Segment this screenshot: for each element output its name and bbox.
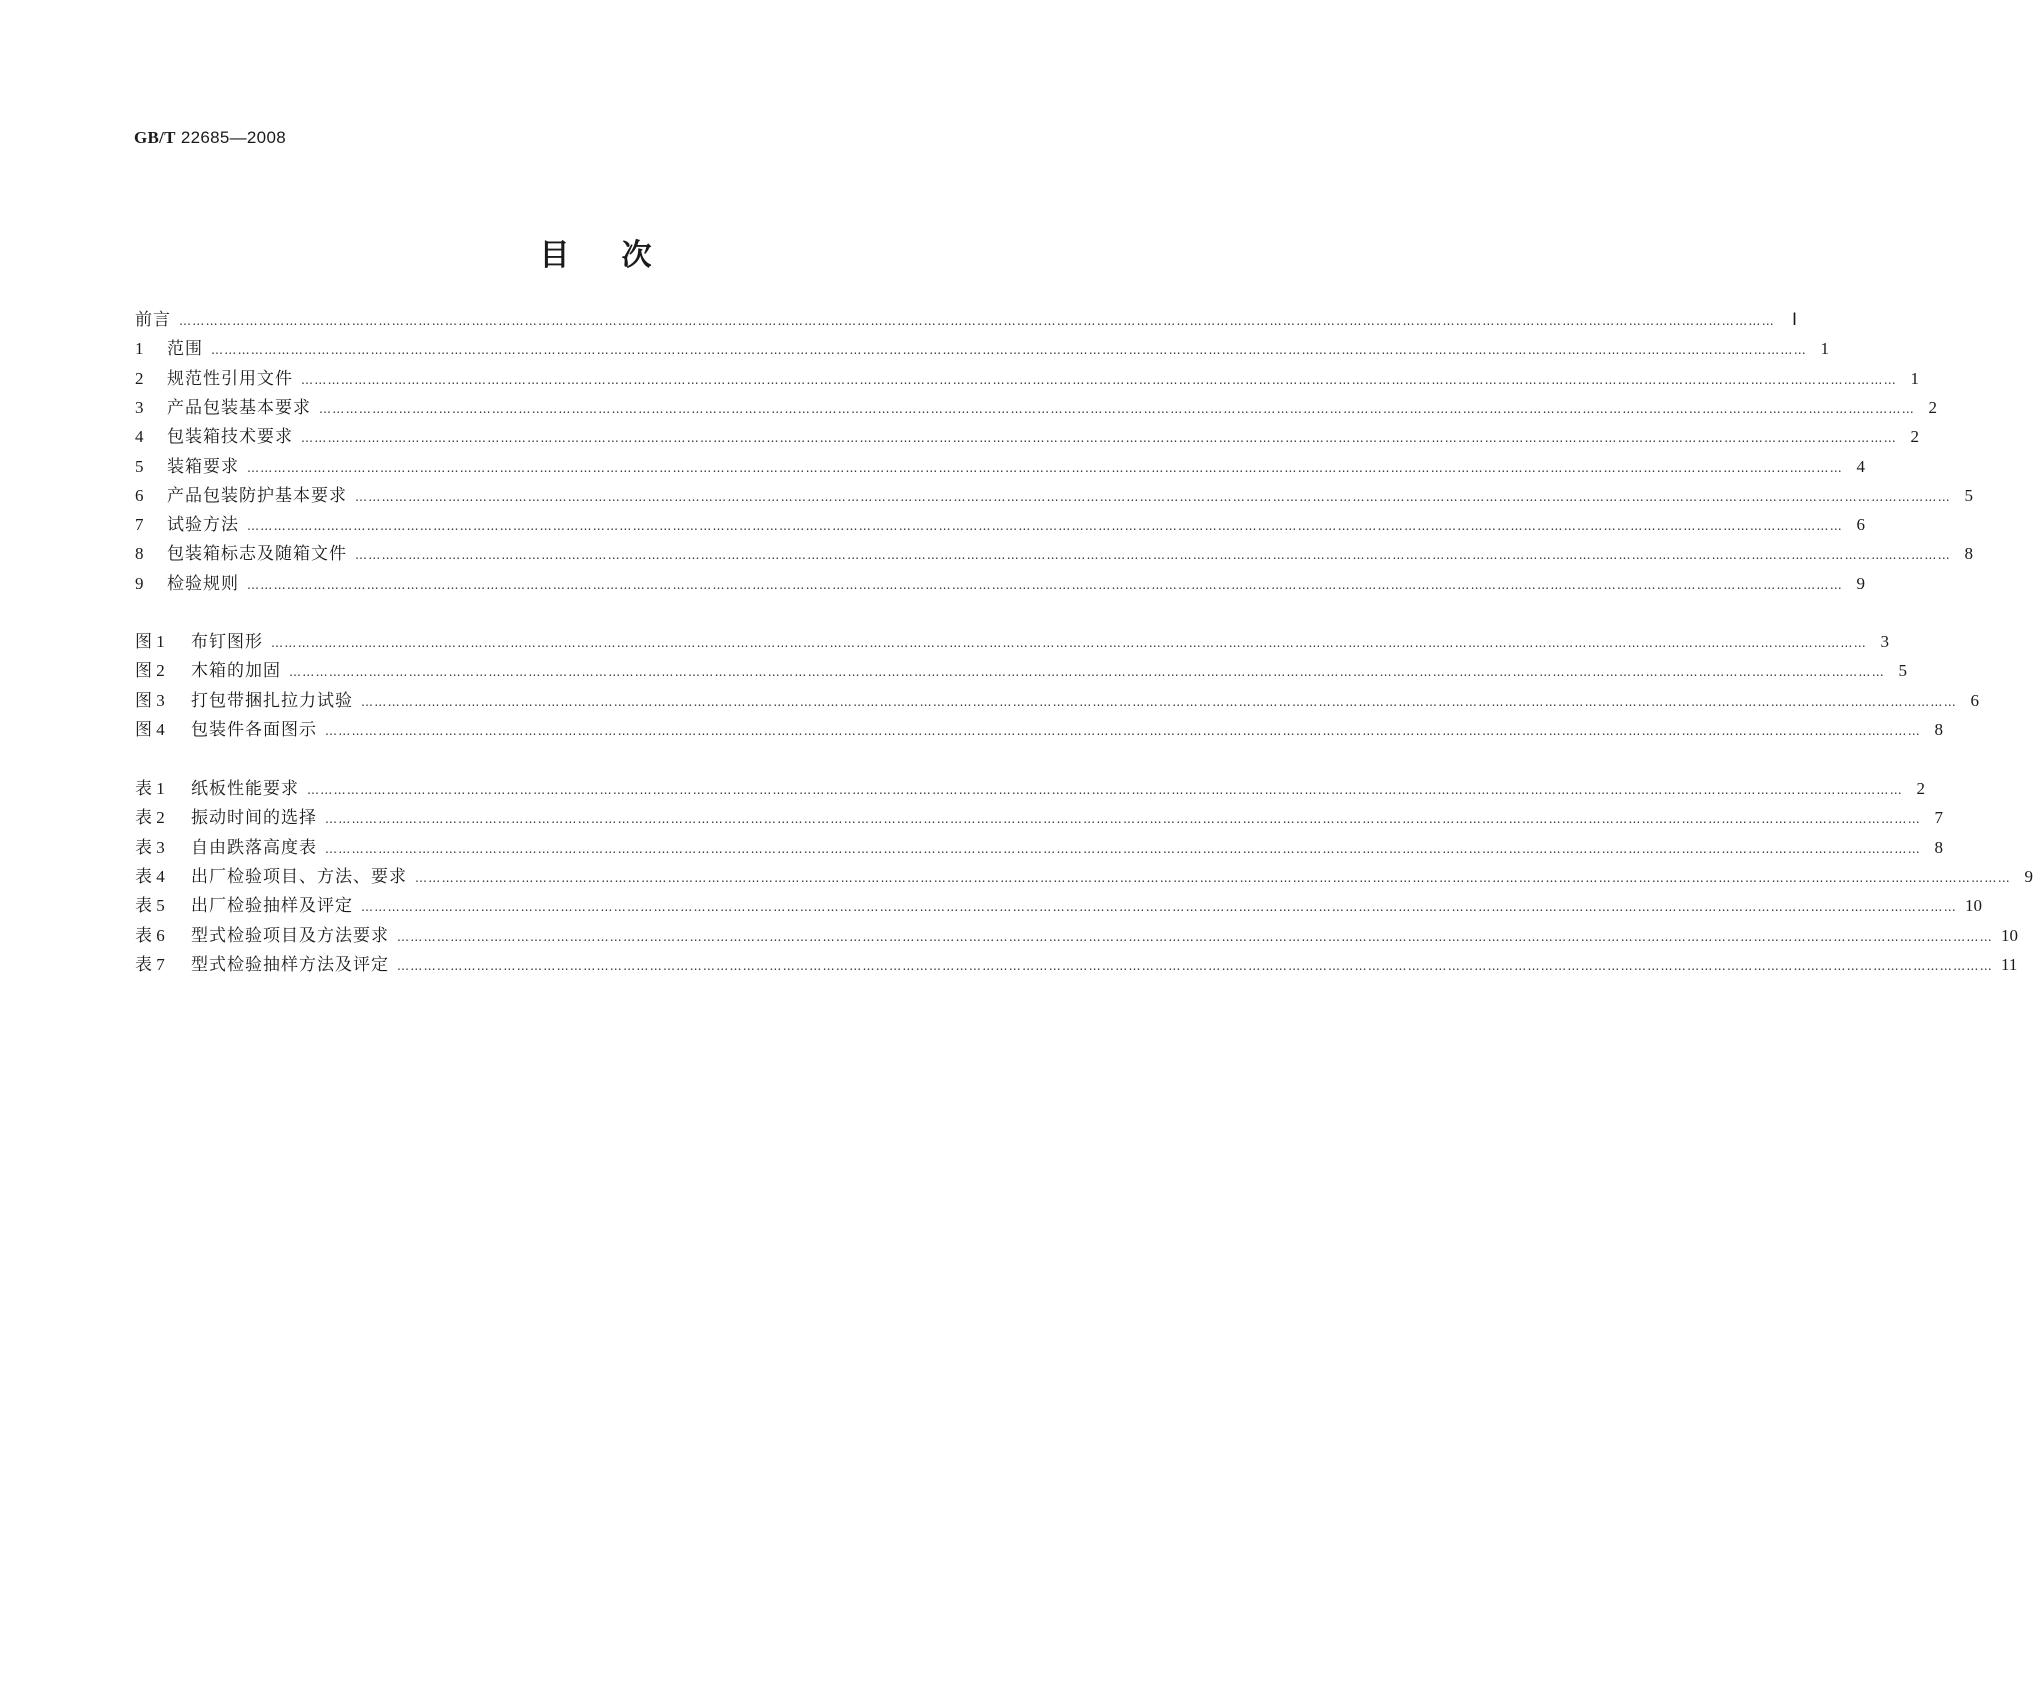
toc-entry-label: 出厂检验项目、方法、要求 (191, 866, 407, 887)
toc-entry-page: 7 (1934, 808, 1943, 828)
dot-leader: ……………………………………………………………………………………………………………………………………………………………………………………………………………………………………………………………………………………………………………………………… (307, 783, 1903, 797)
toc-entry-number: 表 7 (135, 954, 165, 974)
toc-entry-page: 8 (1934, 719, 1943, 739)
toc-entry-page: 2 (1910, 427, 1919, 447)
toc-entry-label: 包装箱技术要求 (167, 427, 293, 448)
toc-entry-label: 产品包装防护基本要求 (167, 485, 347, 506)
toc-entry-page: 3 (1880, 632, 1889, 651)
toc-section-row[interactable] (135, 361, 1919, 391)
toc-entry-page: 1 (1910, 368, 1919, 388)
toc-entry-page: 4 (1856, 456, 1865, 476)
toc-entry-page: 5 (1898, 661, 1907, 681)
toc-section-row[interactable] (135, 419, 1919, 449)
toc-table-row[interactable] (135, 888, 1982, 918)
toc-entry-label: 产品包装基本要求 (167, 397, 311, 418)
dot-leader: ……………………………………………………………………………………………………………………………………………………………………………………………………………………………………………………………………………………………………………………………… (361, 900, 1957, 915)
toc-entry-label: 木箱的加固 (191, 661, 281, 682)
toc-entry-number: 4 (135, 427, 144, 447)
toc-entry-number: 3 (135, 397, 144, 417)
dot-leader: ……………………………………………………………………………………………………………………………………………………………………………………………………………………………………………………………………………………………………………………………… (247, 577, 1843, 592)
toc-table-row[interactable] (135, 830, 1943, 860)
toc-entry-number: 9 (135, 573, 144, 593)
toc-entry-page: 6 (1856, 515, 1865, 535)
toc-entry-label: 型式检验抽样方法及评定 (191, 954, 389, 975)
toc-entry-label: 前言 (135, 310, 171, 330)
toc-entry-label: 出厂检验抽样及评定 (191, 896, 353, 917)
standard-number (134, 128, 286, 148)
toc-entry-page: 8 (1934, 837, 1943, 857)
toc-table-row[interactable] (135, 771, 1925, 801)
toc-entry-label: 包装件各面图示 (191, 719, 317, 740)
dot-leader: ……………………………………………………………………………………………………………………………………………………………………………………………………………………………………………………………………………………………………………………………… (355, 489, 1951, 504)
toc-entry-label: 规范性引用文件 (167, 368, 293, 389)
toc-entry-number: 表 1 (135, 779, 165, 798)
toc-entry-page: 10 (2001, 925, 2018, 945)
standard-prefix: GB/T (134, 128, 176, 147)
toc-entry-label: 检验规则 (167, 573, 239, 594)
dot-leader: ……………………………………………………………………………………………………………………………………………………………………………………………………………………………………………………………………………………………………………………………… (355, 548, 1951, 563)
toc-entry-page: 1 (1820, 339, 1829, 359)
toc-entry-number: 图 3 (135, 690, 165, 710)
toc-entry-page: 2 (1928, 397, 1937, 417)
toc-section-row[interactable] (135, 507, 1865, 537)
toc-table-row[interactable] (135, 859, 2033, 889)
dot-leader: ……………………………………………………………………………………………………………………………………………………………………………………………………………………………………………………………………………………………………………………………… (325, 723, 1921, 738)
toc-entry-label: 装箱要求 (167, 456, 239, 477)
toc-entry-number: 8 (135, 544, 144, 564)
toc-figure-row[interactable] (135, 712, 1943, 742)
toc-figure-row[interactable] (135, 683, 1979, 713)
toc-section-row[interactable] (135, 390, 1937, 420)
toc-entry-number: 6 (135, 485, 144, 505)
toc-figure-row[interactable] (135, 624, 1889, 654)
toc-entry-number: 7 (135, 515, 144, 535)
toc-entry-label: 布钉图形 (191, 632, 263, 652)
dot-leader: ……………………………………………………………………………………………………………………………………………………………………………………………………………………………………………………………………………………………………………………………… (301, 372, 1897, 387)
toc-entry-page: 9 (2024, 866, 2033, 886)
toc-entry-number: 表 5 (135, 896, 165, 916)
toc-entry-page: 9 (1856, 573, 1865, 593)
toc-entry-number: 表 6 (135, 925, 165, 945)
toc-entry-page: 6 (1970, 690, 1979, 710)
toc-entry-label: 试验方法 (167, 515, 239, 536)
toc-title: 目次 (539, 238, 704, 273)
toc-entry-label: 自由跌落高度表 (191, 837, 317, 858)
toc-entry-label: 振动时间的选择 (191, 808, 317, 829)
toc-entry-label: 包装箱标志及随箱文件 (167, 544, 347, 565)
toc-entry-number: 图 4 (135, 719, 165, 739)
toc-section-row[interactable] (135, 449, 1865, 479)
dot-leader: ……………………………………………………………………………………………………………………………………………………………………………………………………………………………………………………………………………………………………………………………… (325, 812, 1921, 827)
toc-section-row[interactable] (135, 331, 1829, 361)
toc-table-row[interactable] (135, 800, 1943, 830)
dot-leader: ……………………………………………………………………………………………………………………………………………………………………………………………………………………………………………………………………………………………………………………………… (271, 636, 1867, 650)
toc-entry-label: 打包带捆扎拉力试验 (191, 690, 353, 711)
dot-leader: ……………………………………………………………………………………………………………………………………………………………………………………………………………………………………………………………………………………………………………………………… (361, 694, 1957, 709)
dot-leader: ……………………………………………………………………………………………………………………………………………………………………………………………………………………………………………………………………………………………………………………………… (289, 665, 1885, 680)
toc-entry-number: 图 1 (135, 632, 165, 651)
toc-section-row[interactable] (135, 536, 1973, 566)
toc-entry-number: 图 2 (135, 661, 165, 681)
dot-leader: ……………………………………………………………………………………………………………………………………………………………………………………………………………………………………………………………………………………………………………………………… (301, 431, 1897, 446)
dot-leader: ……………………………………………………………………………………………………………………………………………………………………………………………………………………………………………………………………………………………………………………………… (397, 929, 1993, 944)
dot-leader: ……………………………………………………………………………………………………………………………………………………………………………………………………………………………………………………………………………………………………………………………… (319, 401, 1915, 416)
toc-entry-page: 8 (1964, 544, 1973, 564)
toc-table-row[interactable] (135, 947, 2018, 977)
toc-section-row[interactable] (135, 302, 1797, 332)
toc-entry-page: Ⅰ (1791, 310, 1797, 329)
toc-entry-number: 表 3 (135, 837, 165, 857)
dot-leader: ……………………………………………………………………………………………………………………………………………………………………………………………………………………………………………………………………………………………………………………………… (247, 460, 1843, 475)
toc-entry-page: 2 (1916, 779, 1925, 798)
dot-leader: ……………………………………………………………………………………………………………………………………………………………………………………………………………………………………………………………………………………………………………………………… (211, 343, 1807, 358)
toc-entry-label: 型式检验项目及方法要求 (191, 925, 389, 946)
toc-figure-row[interactable] (135, 653, 1907, 683)
standard-code: 22685—2008 (180, 128, 286, 147)
dot-leader: ……………………………………………………………………………………………………………………………………………………………………………………………………………………………………………………………………………………………………………………………… (325, 841, 1921, 856)
toc-entry-page: 5 (1964, 485, 1973, 505)
toc-entry-number: 2 (135, 368, 144, 388)
toc-entry-page: 10 (1965, 896, 1982, 916)
dot-leader: ……………………………………………………………………………………………………………………………………………………………………………………………………………………………………………………………………………………………………………………………… (415, 870, 2011, 885)
toc-entry-number: 表 2 (135, 808, 165, 828)
toc-entry-number: 1 (135, 339, 144, 359)
toc-entry-number: 表 4 (135, 866, 165, 886)
dot-leader: ……………………………………………………………………………………………………………………………………………………………………………………………………………………………………………………………………………………………………………………………… (247, 519, 1843, 534)
toc-entry-label: 纸板性能要求 (191, 779, 299, 799)
toc-section-row[interactable] (135, 566, 1865, 596)
toc-entry-label: 范围 (167, 339, 203, 360)
toc-section-row[interactable] (135, 478, 1973, 508)
toc-entry-number: 5 (135, 456, 144, 476)
dot-leader: ……………………………………………………………………………………………………………………………………………………………………………………………………………………………………………………………………………………………………………………………… (397, 958, 1993, 973)
toc-table-row[interactable] (135, 918, 2018, 948)
toc-entry-page: 11 (2001, 954, 2018, 974)
dot-leader: ……………………………………………………………………………………………………………………………………………………………………………………………………………………………………………………………………………………………………………………………… (179, 314, 1775, 328)
